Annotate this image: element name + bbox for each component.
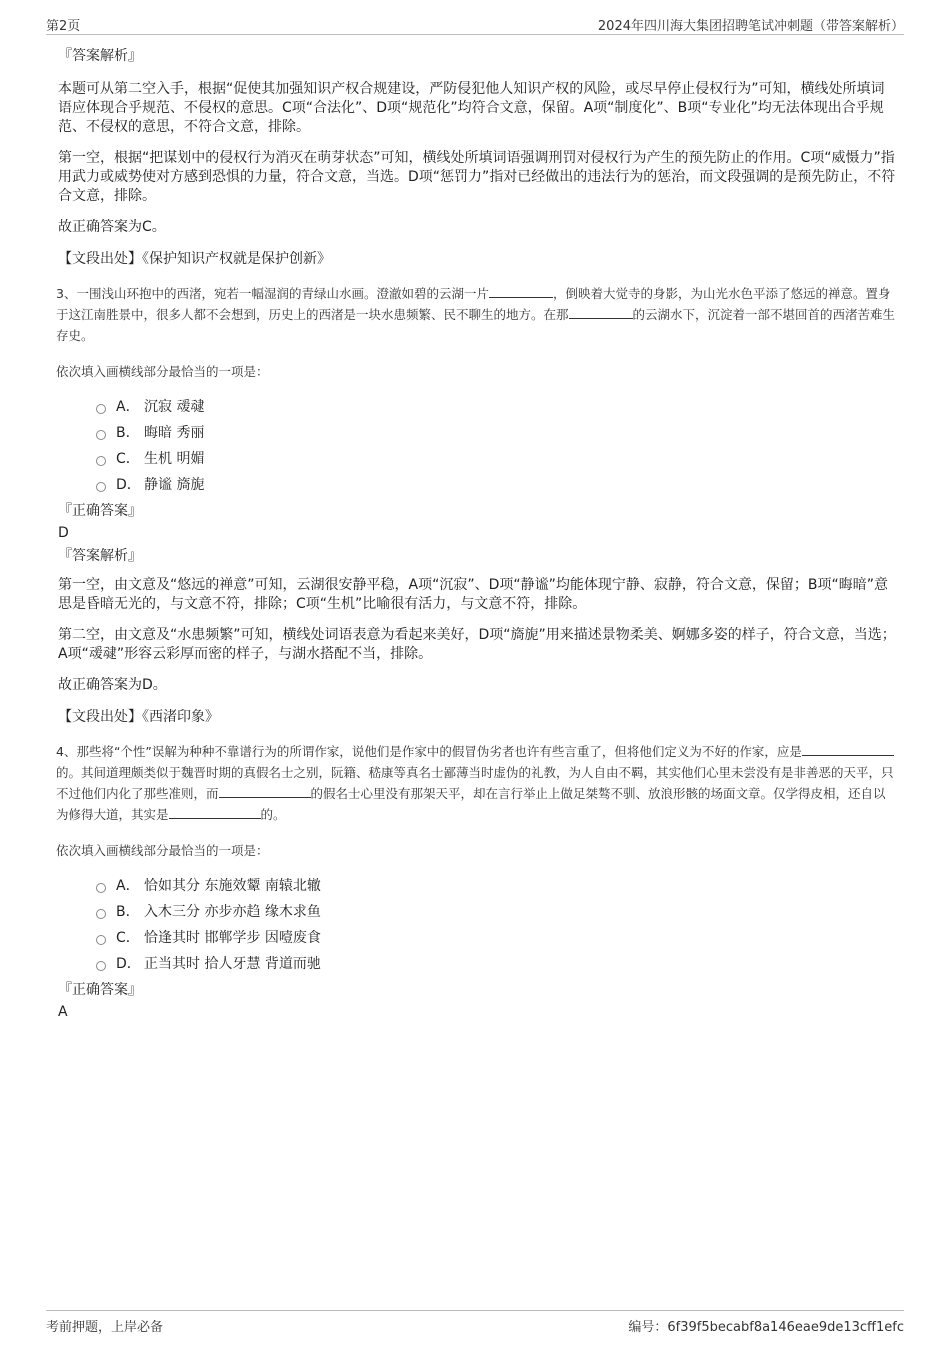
document-title: 2024年四川海大集团招聘笔试冲刺题（带答案解析） — [597, 19, 904, 34]
option-c[interactable]: C． 生机 明媚 — [96, 446, 896, 472]
option-b[interactable]: B． 入木三分 亦步亦趋 缘木求鱼 — [96, 899, 896, 925]
page-header — [46, 14, 904, 35]
fill-blank — [489, 283, 553, 298]
answer-value: A — [58, 1004, 68, 1020]
page-footer — [46, 1310, 904, 1335]
option-list — [96, 394, 896, 498]
option-list — [96, 873, 896, 977]
fill-blank — [802, 741, 894, 756]
option-d[interactable]: D． 静谧 旖旎 — [96, 472, 896, 498]
question-4-stem: 4、那些将“个性”误解为种种不靠谱行为的所谓作家，说他们是作家中的假冒伪劣者也许有些言重了，但将他们定义为不好的作家，应是的。其间道理颇类似于魏晋时期的真假名士之别，阮籍、嵇康等真名士鄙薄当时虚伪的礼教，为人自由不羁，其实他们心里未尝没有是非善恶的天平，只不过他们内化了那些准则，而 的假名士心里没有那架天平，却在言行举止上做足桀骜不驯、放浪形骸的场面文章。仅学得皮相，还自以为修得大道，其实是 的。 — [56, 741, 896, 825]
option-b[interactable]: B． 晦暗 秀丽 — [96, 420, 896, 446]
radio-icon[interactable] — [96, 909, 106, 919]
document-id: 编号：6f39f5becabf8a146eae9de13cff1efc — [628, 1320, 904, 1335]
fill-blank — [569, 304, 633, 319]
passage-source: 【文段出处】《保护知识产权就是保护创新》 — [58, 251, 331, 267]
radio-icon[interactable] — [96, 404, 106, 414]
radio-icon[interactable] — [96, 430, 106, 440]
radio-icon[interactable] — [96, 482, 106, 492]
radio-icon[interactable] — [96, 456, 106, 466]
passage-source: 【文段出处】《西渚印象》 — [58, 709, 219, 725]
analysis-paragraph: 故正确答案为D。 — [58, 677, 167, 693]
answer-label: 『正确答案』 — [58, 982, 142, 998]
option-a[interactable]: A． 恰如其分 东施效颦 南辕北辙 — [96, 873, 896, 899]
option-c[interactable]: C． 恰逢其时 邯郸学步 因噎废食 — [96, 925, 896, 951]
analysis-paragraph: 本题可从第二空入手，根据“促使其加强知识产权合规建设，严防侵犯他人知识产权的风险，或尽早停止侵权行为”可知，横线处所填词语应体现合乎规范、不侵权的意思。C项“合法化”、D项“规范化”均符合文意，保留。A项“制度化”、B项“专业化”均无法体现出合乎规范、不侵权的意思，不符合文意，排除。 — [58, 81, 885, 135]
answer-value: D — [58, 525, 69, 541]
page-content — [58, 46, 896, 1025]
option-a[interactable]: A． 沉寂 叆叇 — [96, 394, 896, 420]
fill-blank — [219, 783, 311, 798]
analysis-label: 『答案解析』 — [58, 548, 142, 564]
analysis-paragraph: 第二空，由文意及“水患频繁”可知，横线处词语表意为看起来美好，D项“旖旎”用来描述景物柔美、婀娜多姿的样子，符合文意，当选；A项“叆叇”形容云彩厚而密的样子，与湖水搭配不当，排除。 — [58, 627, 896, 662]
page-number: 第2页 — [46, 19, 81, 34]
option-d[interactable]: D． 正当其时 拾人牙慧 背道而驰 — [96, 951, 896, 977]
question-prompt: 依次填入画横线部分最恰当的一项是： — [56, 364, 269, 379]
analysis-paragraph: 第一空，根据“把谋划中的侵权行为消灭在萌芽状态”可知，横线处所填词语强调刑罚对侵权行为产生的预先防止的作用。C项“威慑力”指用武力或威势使对方感到恐惧的力量，符合文意，当选。D项“惩罚力”指对已经做出的违法行为的惩治，而文段强调的是预先防止，不符合文意，排除。 — [58, 150, 896, 204]
fill-blank — [169, 804, 261, 819]
analysis-paragraph: 第一空，由文意及“悠远的禅意”可知，云湖很安静平稳，A项“沉寂”、D项“静谧”均能体现宁静、寂静，符合文意，保留；B项“晦暗”意思是昏暗无光的，与文意不符，排除；C项“生机”比喻很有活力，与文意不符，排除。 — [58, 577, 888, 612]
radio-icon[interactable] — [96, 961, 106, 971]
analysis-label: 『答案解析』 — [58, 48, 142, 64]
analysis-paragraph: 故正确答案为C。 — [58, 219, 166, 235]
question-prompt: 依次填入画横线部分最恰当的一项是： — [56, 843, 269, 858]
footer-slogan: 考前押题，上岸必备 — [46, 1320, 164, 1335]
answer-label: 『正确答案』 — [58, 503, 142, 519]
question-3-stem: 3、一围浅山环抱中的西渚，宛若一幅湿润的青绿山水画。澄澈如碧的云湖一片 ，倒映着大觉寺的身影，为山光水色平添了悠远的禅意。置身于这江南胜景中，很多人都不会想到，历史上的西渚是一块水患频繁、民不聊生的地方。在那 的云湖水下，沉淀着一部不堪回首的西渚苦难生存史。 — [56, 283, 896, 346]
radio-icon[interactable] — [96, 935, 106, 945]
radio-icon[interactable] — [96, 883, 106, 893]
